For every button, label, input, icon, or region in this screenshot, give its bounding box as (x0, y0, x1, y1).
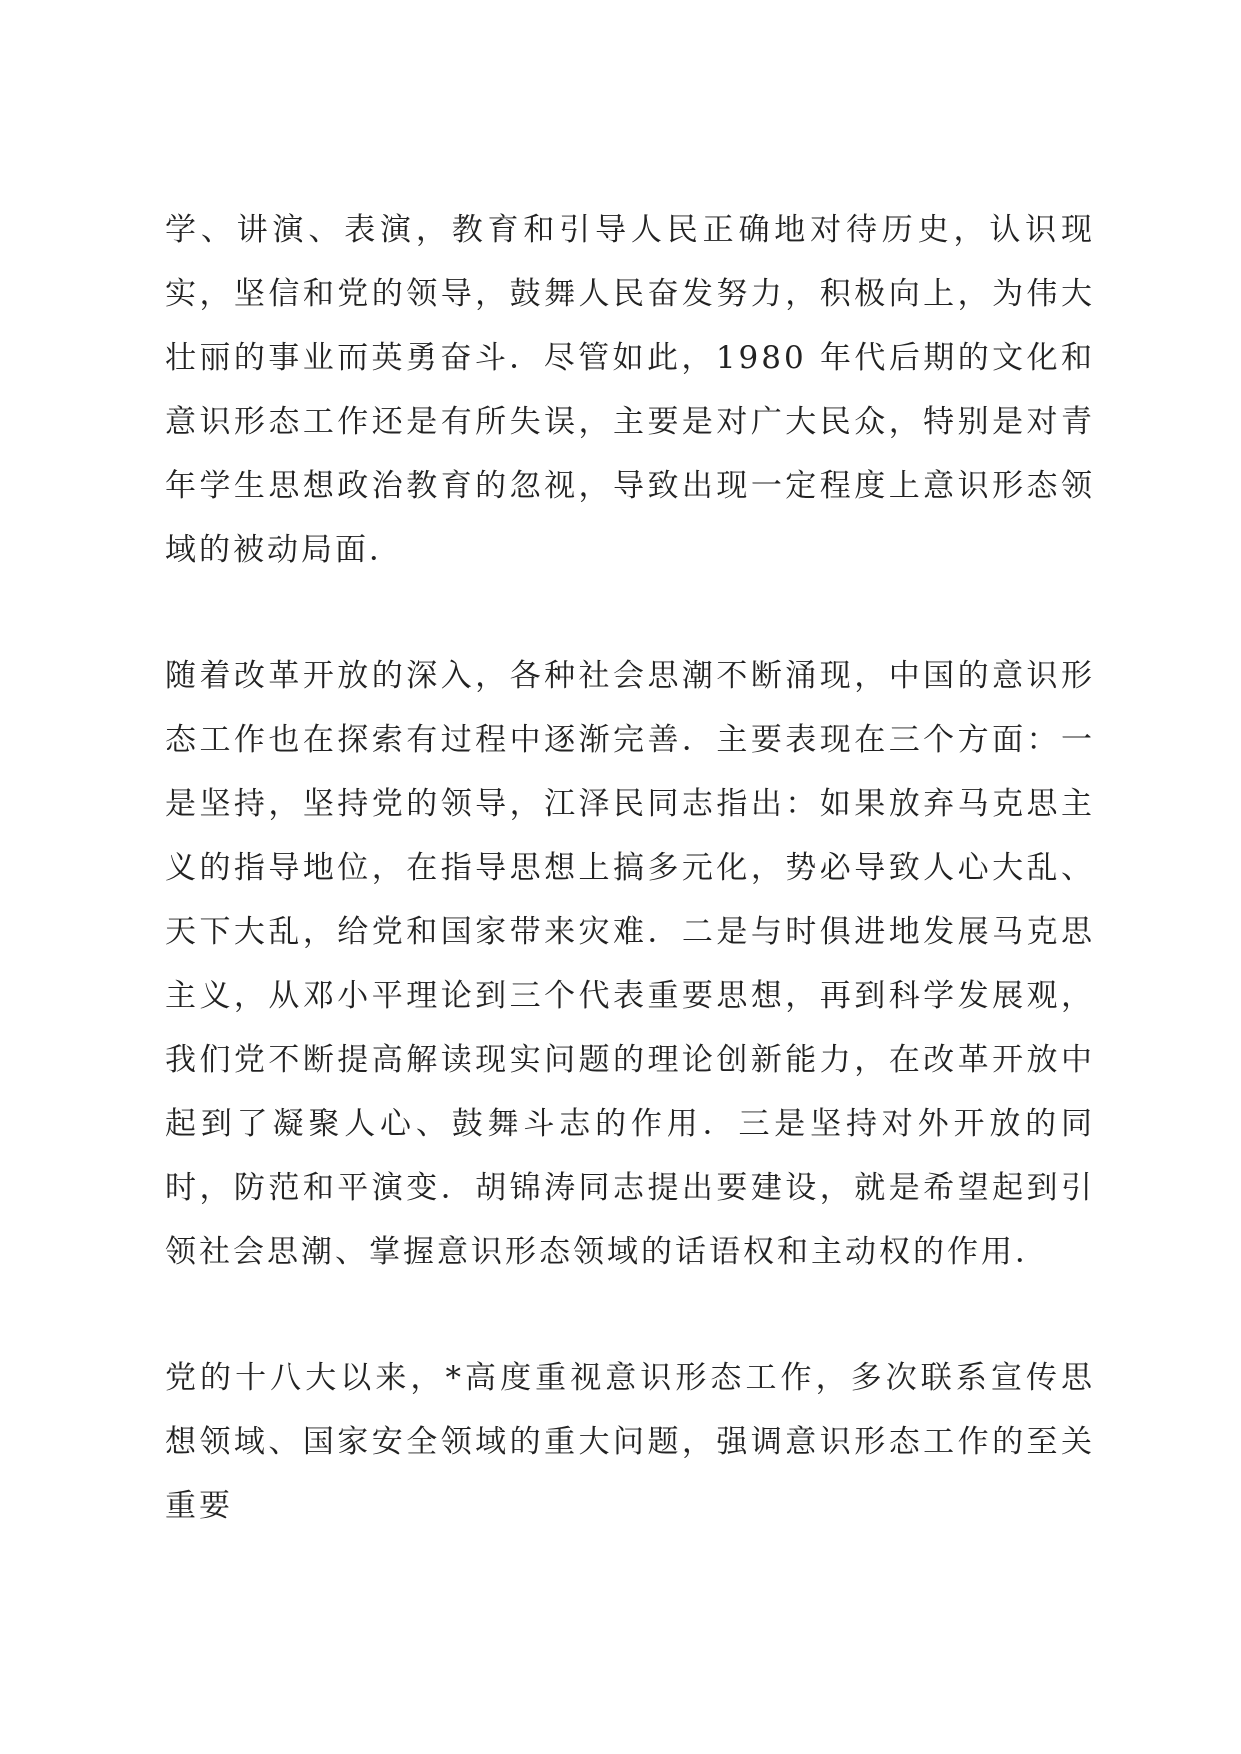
paragraph-3: 党的十八大以来，*高度重视意识形态工作，多次联系宣传思想领域、国家安全领域的重大问题，强调意识形态工作的至关重要 (165, 1360, 1095, 1524)
paragraph-2: 随着改革开放的深入，各种社会思潮不断涌现，中国的意识形态工作也在探索有过程中逐渐完善．主要表现在三个方面：一是坚持，坚持党的领导，江泽民同志指出：如果放弃马克思主义的指导地位，在指导思想上搞多元化，势必导致人心大乱、天下大乱，给党和国家带来灾难．二是与时俱进地发展马克思主义，从邓小平理论到三个代表重要思想，再到科学发展观，我们党不断提高解读现实问题的理论创新能力，在改革开放中起到了凝聚人心、鼓舞斗志的作用．三是坚持对外开放的同时，防范和平演变．胡锦涛同志提出要建设，就是希望起到引领社会思潮、掌握意识形态领域的话语权和主动权的作用． (165, 658, 1095, 1270)
document-body (165, 198, 1095, 1538)
paragraph-1: 学、讲演、表演，教育和引导人民正确地对待历史，认识现实，坚信和党的领导，鼓舞人民奋发努力，积极向上，为伟大壮丽的事业而英勇奋斗．尽管如此，1980 年代后期的文化和意识形态工作还是有所失误，主要是对广大民众，特别是对青年学生思想政治教育的忽视，导致出现一定程度上意识形态领域的被动局面． (165, 212, 1095, 568)
